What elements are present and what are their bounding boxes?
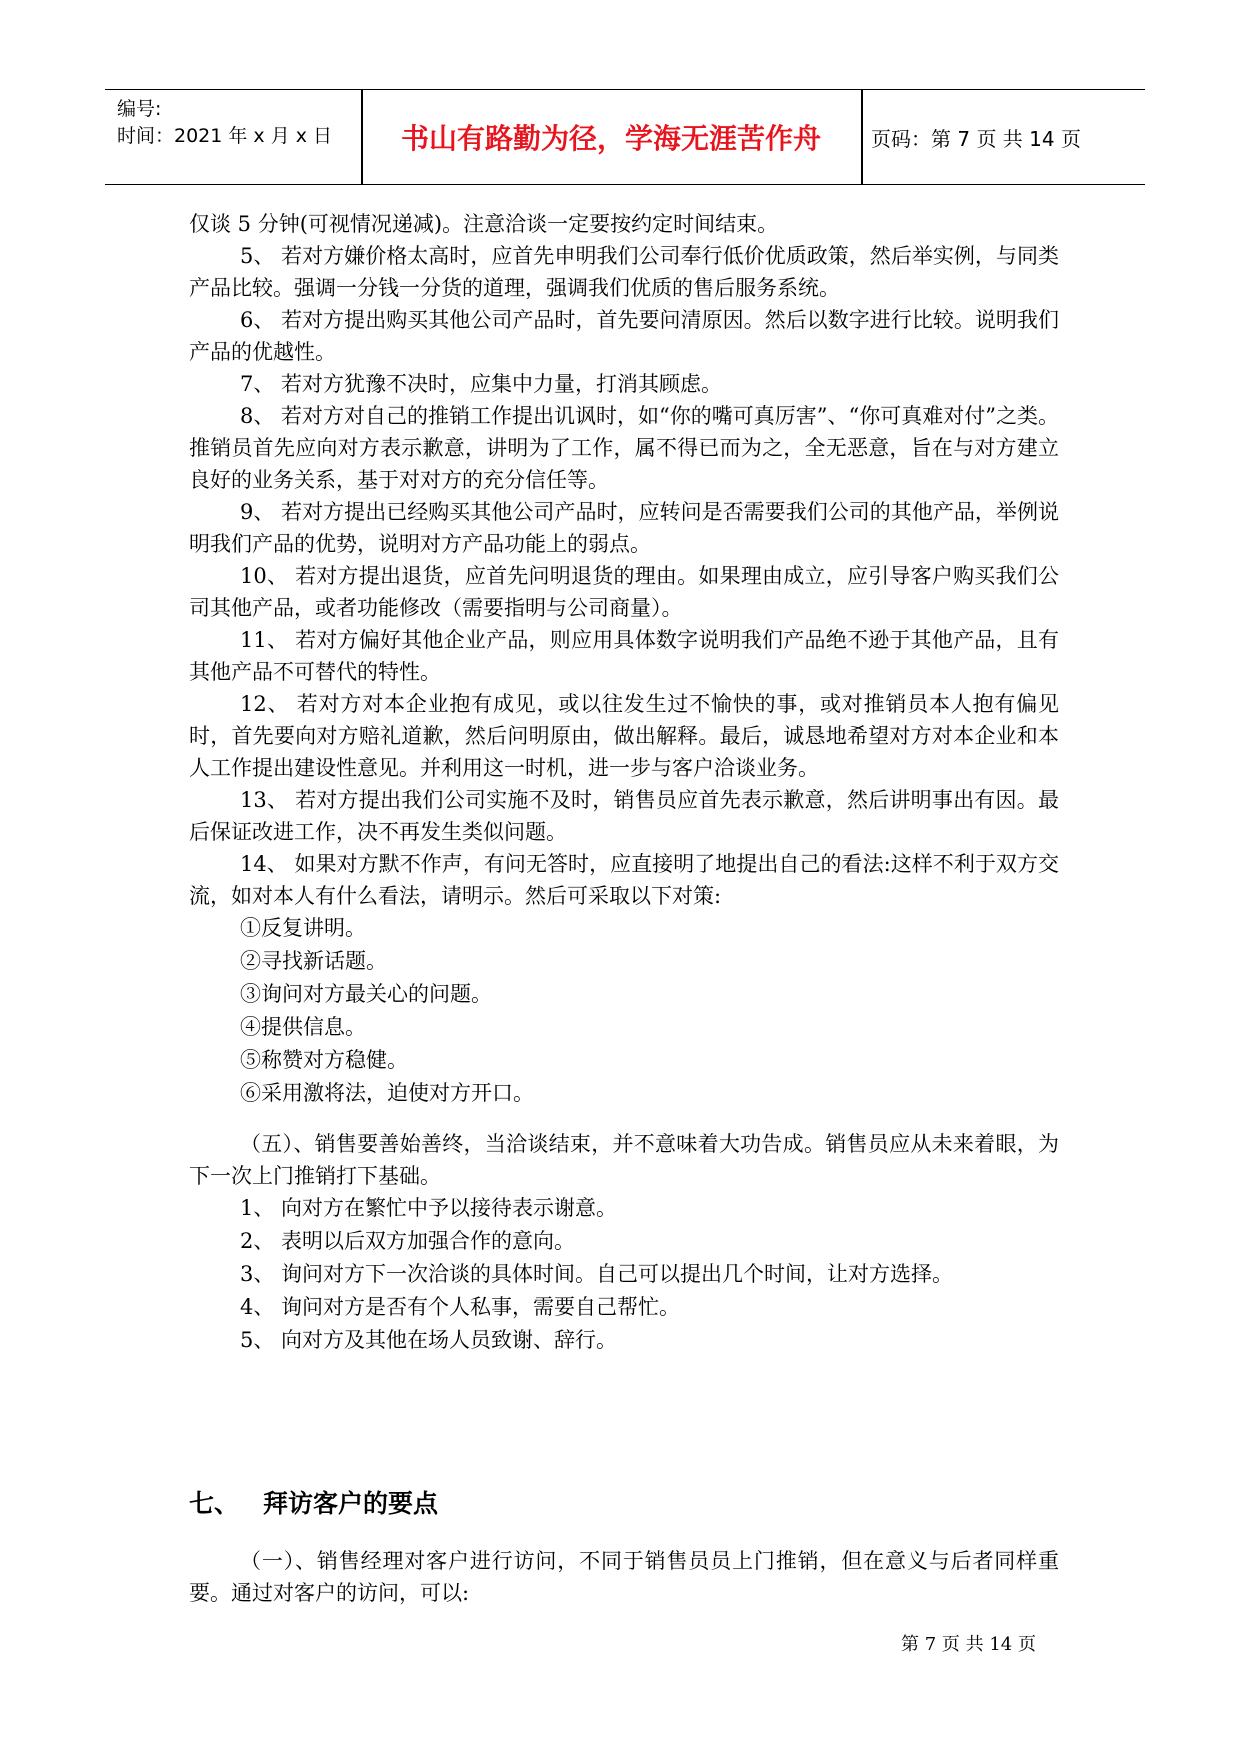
section-heading <box>189 1484 438 1520</box>
paragraph: 7、 若对方犹豫不决时，应集中力量，打消其顾虑。 <box>240 372 723 396</box>
closing-step: 4、 询问对方是否有个人私事，需要自己帮忙。 <box>240 1295 681 1319</box>
document-time-label: 时间：2021 年 x 月 x 日 <box>117 125 333 147</box>
paragraph: 13、 若对方提出我们公司实施不及时，销售员应首先表示歉意，然后讲明事出有因。最后保证改进工作，决不再发生类似问题。 <box>189 788 1059 844</box>
section-seven-body <box>189 1545 1059 1609</box>
paragraph: 12、 若对方对本企业抱有成见，或以往发生过不愉快的事，或对推销员本人抱有偏见时，首先要向对方赔礼道歉，然后问明原由，做出解释。最后，诚恳地希望对方对本企业和本人工作提出建设性意见。并利用这一时机，进一步与客户洽谈业务。 <box>189 692 1059 780</box>
paragraph: 5、 若对方嫌价格太高时，应首先申明我们公司奉行低价优质政策，然后举实例，与同类产品比较。强调一分钱一分货的道理，强调我们优质的售后服务系统。 <box>189 244 1059 300</box>
header-motto: 书山有路勤为径，学海无涯苦作舟 <box>400 122 821 155</box>
paragraph: 6、 若对方提出购买其他公司产品时，首先要问清原因。然后以数字进行比较。说明我们产品的优越性。 <box>189 308 1059 364</box>
section-title: 拜访客户的要点 <box>263 1489 439 1518</box>
paragraph: 10、 若对方提出退货，应首先问明退货的理由。如果理由成立，应引导客户购买我们公司其他产品，或者功能修改（需要指明与公司商量）。 <box>189 564 1059 620</box>
tactic-item: ①反复讲明。 <box>240 916 366 940</box>
paragraph: 9、 若对方提出已经购买其他公司产品时，应转问是否需要我们公司的其他产品，举例说明我们产品的优势，说明对方产品功能上的弱点。 <box>189 500 1059 556</box>
closing-step: 1、 向对方在繁忙中予以接待表示谢意。 <box>240 1196 618 1220</box>
paragraph: 8、 若对方对自己的推销工作提出讥讽时，如“你的嘴可真厉害”、“你可真难对付”之类。推销员首先应向对方表示歉意，讲明为了工作，属不得已而为之，全无恶意，旨在与对方建立良好的业务关系，基于对对方的充分信任等。 <box>189 404 1059 492</box>
paragraph: 14、 如果对方默不作声，有问无答时，应直接明了地提出自己的看法:这样不利于双方交流，如对本人有什么看法，请明示。然后可采取以下对策: <box>189 852 1059 908</box>
page-footer: 第 7 页 共 14 页 <box>901 1634 1036 1655</box>
header-table <box>105 89 1145 185</box>
tactic-item: ④提供信息。 <box>240 1015 366 1039</box>
section-seven-intro: （一）、销售经理对客户进行访问，不同于销售员员上门推销，但在意义与后者同样重要。通过对客户的访问，可以: <box>189 1549 1059 1605</box>
section-number: 七、 <box>189 1489 240 1518</box>
header-divider <box>361 90 363 184</box>
header-divider <box>861 90 863 184</box>
header-page-number: 页码：第 7 页 共 14 页 <box>871 126 1081 151</box>
closing-step: 2、 表明以后双方加强合作的意向。 <box>240 1229 576 1253</box>
tactic-item: ③询问对方最关心的问题。 <box>240 982 492 1006</box>
paragraph: 仅谈 5 分钟(可视情况递减)。注意洽谈一定要按约定时间结束。 <box>189 212 779 236</box>
document-body <box>189 208 1059 1357</box>
closing-step: 5、 向对方及其他在场人员致谢、辞行。 <box>240 1328 618 1352</box>
section-five-intro: （五）、销售要善始善终，当洽谈结束，并不意味着大功告成。销售员应从未来着眼，为下一次上门推销打下基础。 <box>189 1132 1059 1188</box>
header-meta <box>117 96 332 150</box>
paragraph: 11、 若对方偏好其他企业产品，则应用具体数字说明我们产品绝不逊于其他产品，且有其他产品不可替代的特性。 <box>189 628 1059 684</box>
tactic-item: ②寻找新话题。 <box>240 949 387 973</box>
tactic-item: ⑤称赞对方稳健。 <box>240 1048 408 1072</box>
closing-step: 3、 询问对方下一次洽谈的具体时间。自己可以提出几个时间，让对方选择。 <box>240 1262 954 1286</box>
tactic-item: ⑥采用激将法，迫使对方开口。 <box>240 1081 534 1105</box>
document-number-label: 编号: <box>117 98 162 120</box>
